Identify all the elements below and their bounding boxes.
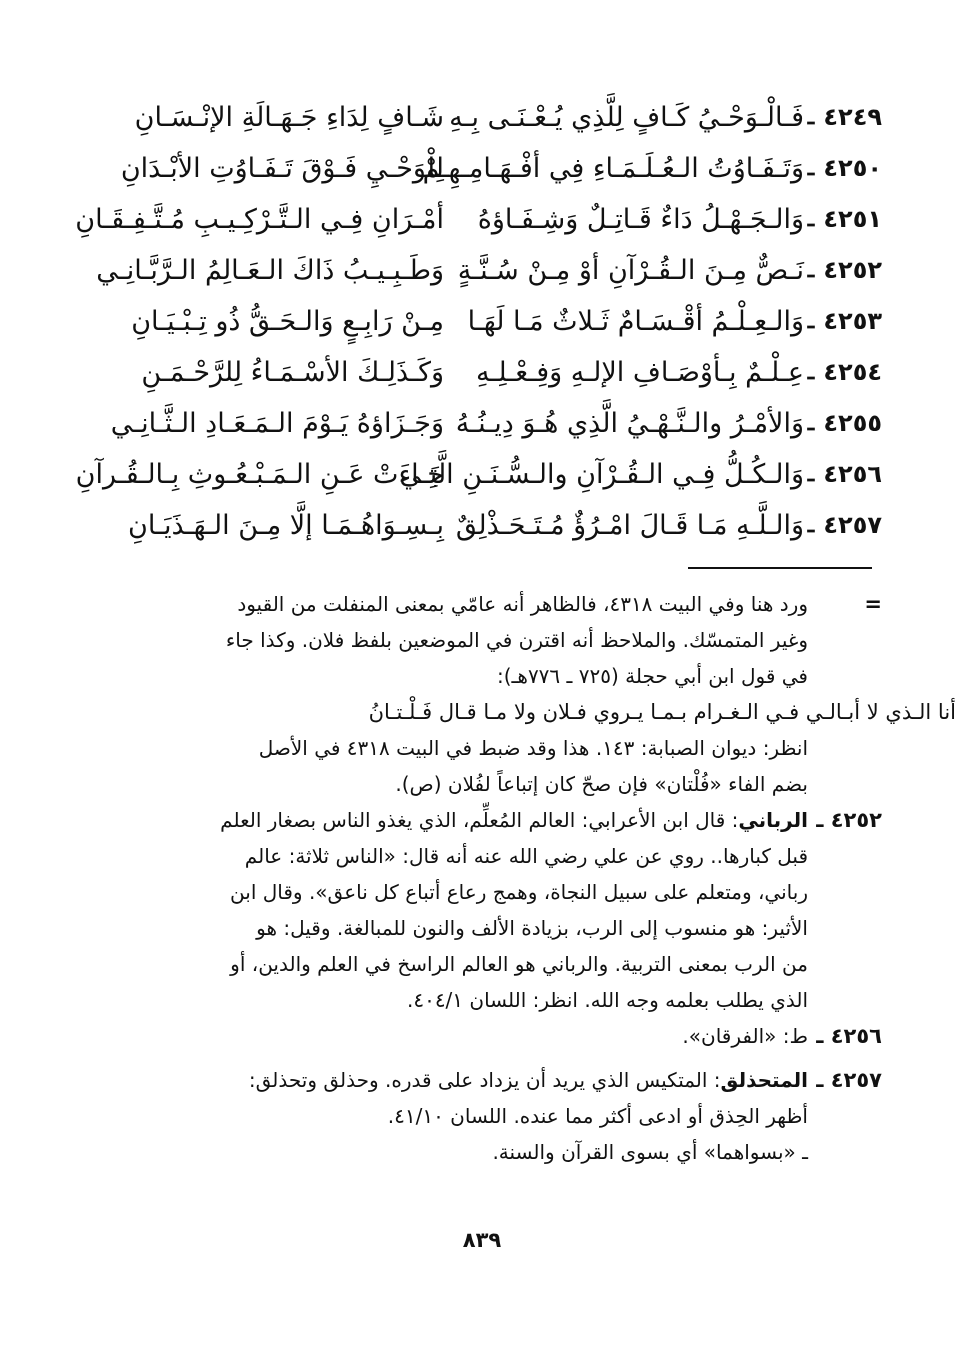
verse-first-hemistich: وَالـجَـهْـلُ دَاءٌ قَـاتِـلٌ وَشِـفَـاؤهُ (477, 204, 804, 235)
footnote-continuation (70, 586, 882, 694)
verse-dash: ـ (807, 512, 815, 538)
verse-row (70, 347, 882, 398)
verse-row (70, 500, 882, 551)
verse-first-hemistich: وَالـعِـلْـمُ أقْـسَـامٌ ثَـلاثٌ مَـا لَهَـا (467, 306, 804, 337)
verse-number: ٤٢٤٩ (823, 103, 882, 131)
verse-first-hemistich: عِـلْـمٌ بِـأوْصَـافِ الإلـهِ وَفِـعْـلِـهِ (476, 357, 804, 388)
verse-dash: ـ (807, 257, 815, 283)
footnote-body (70, 1062, 808, 1170)
verse-row (70, 245, 882, 296)
footnote-line: انظر: ديوان الصبابة: ١٤٣. هذا وقد ضبط في البيت ٤٣١٨ في الأصل (258, 736, 808, 760)
footnote-marker: ٤٢٥٦ ـ (816, 1024, 882, 1048)
verse-row (70, 143, 882, 194)
verse-second-hemistich: وَطَـبِـيـبُ ذَاكَ الـعَـالِمُ الـرَّبَّـانِـي (96, 255, 444, 286)
verse-dash: ـ (807, 104, 815, 130)
verse-row (70, 449, 882, 500)
verse-second-hemistich: وَجَـزَاؤهُ يَـوْمَ الـمَـعَـادِ الـثَّـانِـي (110, 408, 444, 439)
verse-second-hemistich: جَـاءَتْ عَـنِ الـمَـبْـعُـوثِ بِـالـقُـرآنِ (75, 459, 444, 490)
footnote-marker: ٤٢٥٧ ـ (816, 1068, 882, 1092)
verse-number: ٤٢٥٢ (823, 256, 882, 284)
verse-second-hemistich: بِـسِـوَاهُـمَـا إلَّا مِـنَ الـهَـذَيَـانِ (128, 510, 444, 541)
footnote-body (70, 802, 808, 1018)
footnote-line: الرباني: قال ابن الأعرابي: العالم المُعلِّم، الذي يغذو الناس بصغار العلم (220, 808, 808, 832)
footnote-line: قبل كبارها.. روي عن علي رضي الله عنه أنه قال: «الناس ثلاثة: عالم (244, 844, 808, 868)
footnote-line: ط: «الفرقان». (682, 1024, 808, 1048)
footnote-line: أظهر الحِذق أو ادعى أكثر مما عنده. اللسان ٤١/١٠. (387, 1104, 808, 1128)
footnote-line: الذي يطلب بعلمه وجه الله. انظر: اللسان ٤٠٤/١. (406, 988, 808, 1012)
footnote-line: وغير المتمسّك. والملاحظ أنه اقترن في الموضعين بلفظ فلان. وكذا جاء (225, 628, 808, 652)
quoted-verse: أنا الـذي لا أبـالـي فـي الـغـرام بـمـا يـروي فـلان ولا مـا قـال فَـلْـتـانُ (368, 700, 956, 724)
footnote-separator (688, 567, 872, 569)
footnote-body (70, 586, 808, 694)
verse-number: ٤٢٥٦ (823, 460, 882, 488)
footnote-line: ـ «بسواهما» أي بسوى القرآن والسنة. (492, 1140, 808, 1164)
footnote-marker: ٤٢٥٢ ـ (816, 808, 882, 832)
page-number: ٨٣٩ (462, 1228, 502, 1252)
footnote-marker: = (864, 592, 882, 616)
verse-dash: ـ (807, 359, 815, 385)
verse-number: ٤٢٥٤ (823, 358, 882, 386)
verse-row (70, 194, 882, 245)
verse-number: ٤٢٥٣ (823, 307, 882, 335)
poem-verses (70, 92, 882, 551)
verse-number: ٤٢٥٧ (823, 511, 882, 539)
footnote-line: ورد هنا وفي البيت ٤٣١٨، فالظاهر أنه عامّي بمعنى المنفلت من القيود (237, 592, 808, 616)
verse-row (70, 92, 882, 143)
verse-first-hemistich: وَتَـفَـاوُتُ الـعُـلَـمَـاءِ فِي أفْـهَـامِـهِـمْ (422, 153, 804, 184)
footnote-line: المتحذلق: المتكيس الذي يريد أن يزداد على قدره. وحذلق وتحذلق: (248, 1068, 808, 1092)
verse-second-hemistich: شَـافٍ لِدَاءِ جَـهَـالَةِ الإنْـسَـانِ (134, 102, 444, 133)
footnote-body (70, 1018, 808, 1054)
verse-dash: ـ (807, 155, 815, 181)
verse-number: ٤٢٥٥ (823, 409, 882, 437)
footnote-line: الأثير: هو منسوب إلى الرب، بزيادة الألف والنون للمبالغة. وقيل: هو (256, 916, 808, 940)
verse-second-hemistich: وَكَـذَلِـكَ الأسْـمَـاءُ لِلرَّحْـمَـنِ (141, 357, 444, 388)
footnote-term: الرباني (738, 808, 808, 832)
verse-dash: ـ (807, 410, 815, 436)
footnotes (70, 586, 956, 1170)
verse-second-hemistich: لِلْوَحْـيِ فَـوْقَ تَـفَـاوُتِ الأبْـدَانِ (120, 153, 444, 184)
verse-dash: ـ (807, 206, 815, 232)
footnote-line: من الرب بمعنى التربية. والرباني هو العالم الراسخ في العلم والدين، أو (230, 952, 808, 976)
verse-first-hemistich: فَـالْـوَحْـيُ كَـافٍ لِلَّذِي يُـعْـنَـى بِـهِ (449, 102, 804, 133)
verse-first-hemistich: وَالـكُـلُّ فِـي الـقُـرْآنِ والـسُّـنَـنِ الَّتِـي (399, 459, 804, 490)
verse-row (70, 296, 882, 347)
verse-second-hemistich: أمْـرَانِ فِـي الـتَّـرْكِـيـبِ مُـتَّـفِـقَـانِ (75, 204, 444, 235)
verse-first-hemistich: نَـصٌّ مِـنَ الـقُـرْآنِ أوْ مِـنْ سُـنَّـةٍ (457, 255, 804, 286)
verse-dash: ـ (807, 461, 815, 487)
footnote-4256 (70, 1018, 882, 1054)
footnote-line: رباني، ومتعلم على سبيل النجاة، وهمج رعاع أتباع كل ناعق». وقال ابن (230, 880, 808, 904)
footnote-line: بضم الفاء «فُلْتان» فإن صحّ كان إتباعاً لفُلان (ص). (395, 772, 808, 796)
footnote-term: المتحذلق (720, 1068, 808, 1092)
verse-first-hemistich: وَالأمْـرُ والـنَّـهْـيُ الَّذِي هُـوَ دِيـنُـهُ (455, 408, 804, 439)
verse-dash: ـ (807, 308, 815, 334)
verse-number: ٤٢٥٠ (823, 154, 882, 182)
footnote-continuation-after (70, 730, 882, 802)
verse-row (70, 398, 882, 449)
footnote-4257 (70, 1062, 882, 1170)
verse-number: ٤٢٥١ (823, 205, 882, 233)
verse-first-hemistich: وَالـلَّـهِ مَـا قَـالَ امْـرُؤٌ مُـتَـحَـذْلِقٌ (455, 510, 804, 541)
footnote-4252 (70, 802, 882, 1018)
footnote-line: في قول ابن أبي حجلة (٧٢٥ ـ ٧٧٦هـ): (496, 664, 808, 688)
verse-second-hemistich: مِـنْ رَابِـعٍ وَالـحَـقُّ ذُو تِـبْـيَـانِ (131, 306, 444, 337)
